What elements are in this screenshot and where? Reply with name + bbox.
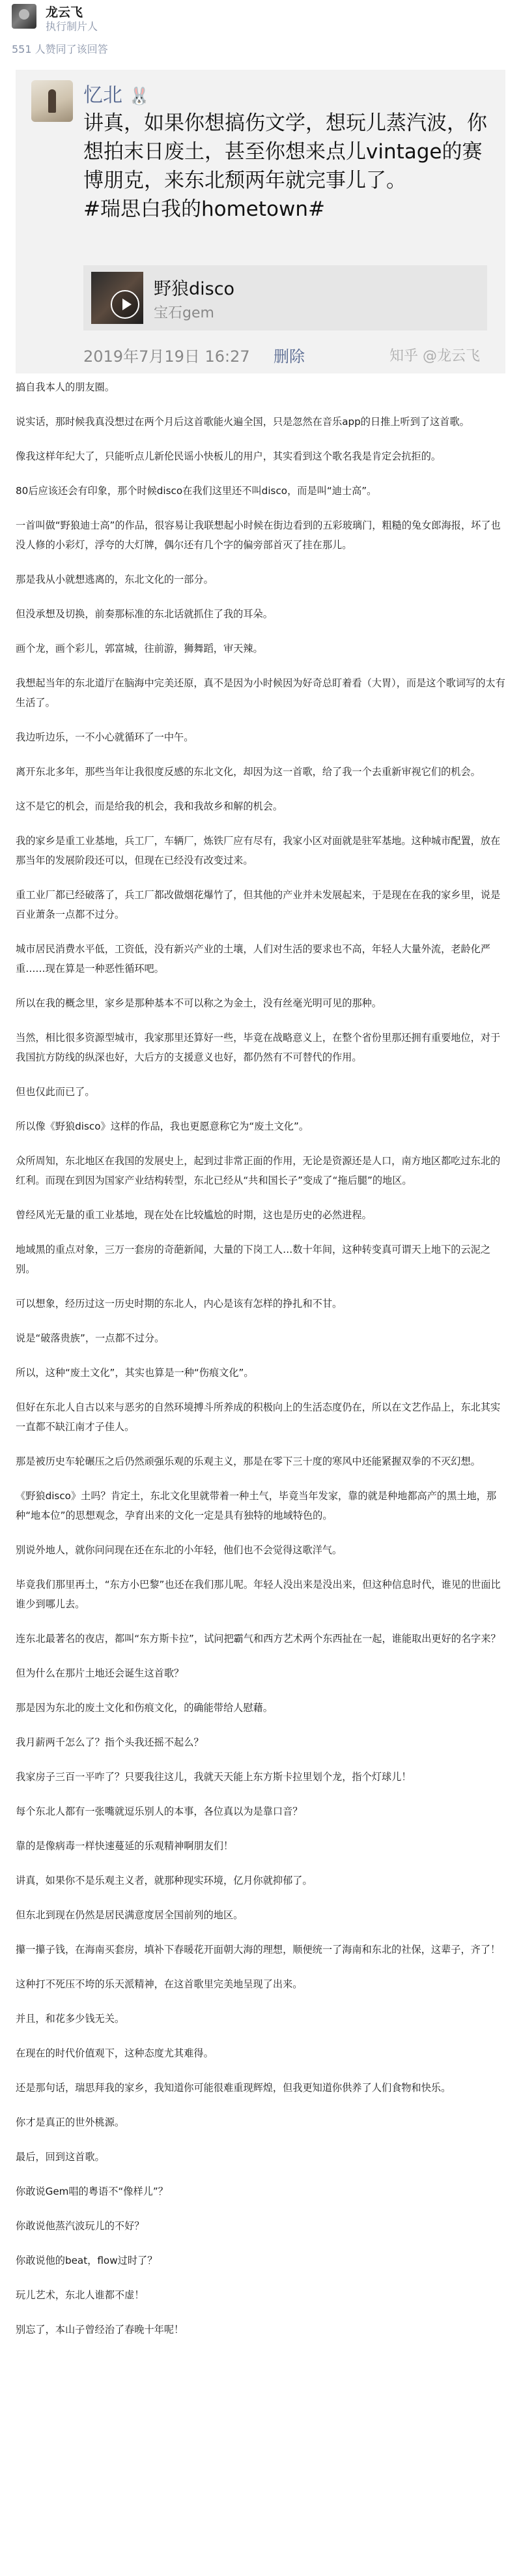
answer-paragraph: 当然，相比很多资源型城市，我家那里还算好一些，毕竟在战略意义上，在整个省份里那还拥有重要地位，对于我国抗方防线的纵深也好，大后方的支援意义也好，都仍然有不可替代的作用。 <box>16 1032 501 1063</box>
answer-paragraph: 重工业厂都已经破落了，兵工厂都改做烟花爆竹了，但其他的产业并未发展起来，于是现在在我的家乡里，说是百业萧条一点都不过分。 <box>16 889 501 920</box>
moments-post-body: 讲真，如果你想搞伤文学，想玩儿蒸汽波，你想拍末日废土，甚至你想来点儿vintage的赛博朋克，来东北颓两年就完事儿了。 <box>83 111 487 192</box>
answer-paragraph: 我月薪两千怎么了？指个头我还摇不起么？ <box>16 1736 204 1748</box>
answer-paragraph: 这不是它的机会，而是给我的机会，我和我故乡和解的机会。 <box>16 800 283 812</box>
answer-paragraph: 那是我从小就想逃离的，东北文化的一部分。 <box>16 574 214 585</box>
answer-paragraph: 所以在我的概念里，家乡是那种基本不可以称之为金土，没有丝毫光明可见的那种。 <box>16 997 382 1009</box>
answer-paragraph: 但没承想及切换，前奏那标准的东北话就抓住了我的耳朵。 <box>16 608 273 620</box>
author-name[interactable]: 龙云飞 <box>46 5 83 20</box>
answer-paragraph: 你敢说Gem唱的粤语不“像样儿”？ <box>16 2186 168 2197</box>
moments-avatar <box>31 80 73 122</box>
moments-username-text: 忆北 <box>83 84 122 107</box>
answer-paragraph: 攥一攥子钱，在海南买套房，填补下春暖花开面朝大海的理想，顺便统一了海南和东北的社保，这辈子，齐了！ <box>16 1944 501 1955</box>
rabbit-emoji-icon: 🐰 <box>128 87 150 106</box>
answer-paragraph: 这种打不死压不垮的乐天派精神，在这首歌里完美地呈现了出来。 <box>16 1978 303 1990</box>
answer-paragraph: 在现在的时代价值观下，这种态度尤其难得。 <box>16 2047 214 2059</box>
answer-paragraph: 我边听边乐，一不小心就循环了一中午。 <box>16 731 194 743</box>
answer-paragraph: 你敢说他蒸汽波玩儿的不好？ <box>16 2220 145 2232</box>
answer-paragraph: 连东北最著名的夜店，都叫“东方斯卡拉”，试问把霸气和西方艺术两个东西扯在一起，谁能取出更好的名字来？ <box>16 1633 501 1645</box>
answer-paragraph: 但好在东北人自古以来与恶劣的自然环境搏斗所养成的积极向上的生活态度仍在，所以在文艺作品上，东北其实一直都不缺江南才子佳人。 <box>16 1401 501 1433</box>
answer-paragraph: 所以像《野狼disco》这样的作品，我也更愿意称它为“废土文化”。 <box>16 1120 309 1132</box>
upvote-count[interactable]: 551 人赞同了该回答 <box>12 43 108 55</box>
answer-paragraph: 讲真，如果你不是乐观主义者，就那种现实环境，亿月你就抑郁了。 <box>16 1875 313 1886</box>
answer-paragraph: 毕竟我们那里再土，“东方小巴黎”也还在我们那儿呢。年轻人没出来是没出来，但这种信息时代，谁见的世面比谁少到哪儿去。 <box>16 1579 501 1610</box>
answer-paragraph: 但也仅此而已了。 <box>16 1086 95 1098</box>
answer-paragraph: 你才是真正的世外桃源。 <box>16 2116 125 2128</box>
answer-paragraph: 搞自我本人的朋友圈。 <box>16 381 115 393</box>
answer-paragraph: 最后，回到这首歌。 <box>16 2151 105 2163</box>
play-icon[interactable] <box>111 290 139 319</box>
answer-paragraph: 靠的是像病毒一样快速蔓延的乐观精神啊朋友们！ <box>16 1840 234 1852</box>
answer-paragraph: 城市居民消费水平低，工资低，没有新兴产业的土壤，人们对生活的要求也不高，年轻人大量外流，老龄化严重……现在算是一种恶性循环吧。 <box>16 943 490 974</box>
zhihu-watermark: 知乎 @龙云飞 <box>389 348 480 364</box>
answer-paragraph: 说实话，那时候我真没想过在两个月后这首歌能火遍全国，只是忽然在音乐app的日推上听到了这首歌。 <box>16 416 470 428</box>
answer-paragraph: 但东北到现在仍然是居民满意度居全国前列的地区。 <box>16 1909 244 1921</box>
answer-paragraph: 那是因为东北的废土文化和伤痕文化，的确能带给人慰藉。 <box>16 1702 273 1714</box>
answer-paragraph: 我家房子三百一平咋了？只要我往这儿，我就天天能上东方斯卡拉里划个龙，指个灯球儿！ <box>16 1771 412 1783</box>
moments-screenshot <box>16 70 505 373</box>
moments-post-text <box>83 109 500 224</box>
moments-username <box>83 79 150 108</box>
music-title: 野狼disco <box>154 279 235 299</box>
author-bio: 执行制片人 <box>46 20 98 33</box>
answer-paragraph: 曾经风光无量的重工业基地，现在处在比较尴尬的时期，这也是历史的必然进程。 <box>16 1209 372 1221</box>
answer-paragraph: 还是那句话，瑞思拜我的家乡，我知道你可能很难重现辉煌，但我更知道你供养了人们食物和快乐。 <box>16 2082 451 2094</box>
answer-paragraph: 画个龙，画个彩儿，郭富城，往前游，狮舞蹈，审天辣。 <box>16 643 263 654</box>
answer-paragraph: 玩儿艺术，东北人谁都不虚！ <box>16 2289 145 2301</box>
answer-paragraph: 我想起当年的东北道厅在脑海中完美还原，真不是因为小时候因为好奇总盯着看（大胃），而是这个歌词写的太有生活了。 <box>16 677 505 709</box>
music-share-widget[interactable] <box>83 265 487 330</box>
answer-paragraph: 那是被历史车轮碾压之后仍然顽强乐观的乐观主义，那是在零下三十度的寒风中还能紧握双拳的不灭幻想。 <box>16 1456 481 1467</box>
moments-hashtag: #瑞思白我的hometown# <box>83 198 325 221</box>
answer-paragraph: 说是“破落贵族”，一点都不过分。 <box>16 1332 165 1344</box>
answer-paragraph: 所以，这种“废土文化”，其实也算是一种“伤痕文化”。 <box>16 1367 254 1379</box>
answer-paragraph: 80后应该还会有印象，那个时候disco在我们这里还不叫disco，而是叫“迪士高”。 <box>16 485 377 497</box>
answer-paragraph: 但为什么在那片土地还会诞生这首歌？ <box>16 1667 184 1679</box>
album-cover <box>91 272 143 324</box>
delete-link[interactable]: 删除 <box>274 347 305 366</box>
answer-paragraph: 《野狼disco》土吗？肯定土，东北文化里就带着一种土气，毕竟当年发家，靠的就是种地都高产的黑土地，那种“地本位”的思想观念，孕育出来的文化一定是具有独特的地域特色的。 <box>16 1490 497 1521</box>
avatar[interactable] <box>12 4 36 29</box>
answer-paragraph: 你敢说他的beat，flow过时了？ <box>16 2255 158 2266</box>
answer-paragraph: 别说外地人，就你问问现在还在东北的小年轻，他们也不会觉得这歌洋气。 <box>16 1544 343 1556</box>
moments-footer-row <box>83 344 500 366</box>
answer-paragraph: 可以想象，经历过这一历史时期的东北人，内心是该有怎样的挣扎和不甘。 <box>16 1298 343 1310</box>
music-artist: 宝石gem <box>154 305 214 321</box>
answer-paragraph: 我的家乡是重工业基地，兵工厂，车辆厂，炼铁厂应有尽有，我家小区对面就是驻军基地。这种城市配置，放在那当年的发展阶段还可以，但现在已经没有改变过来。 <box>16 835 501 866</box>
answer-paragraph: 像我这样年纪大了，只能听点儿新伦民谣小快板儿的用户，其实看到这个歌名我是肯定会抗拒的。 <box>16 450 442 462</box>
answer-paragraph: 地域黑的重点对象，三万一套房的奇葩新闻，大量的下岗工人…数十年间，这种转变真可谓天上地下的云泥之别。 <box>16 1244 490 1275</box>
author-header <box>0 0 521 64</box>
post-date: 2019年7月19日 16:27 <box>83 347 250 366</box>
answer-paragraph: 并且，和花多少钱无关。 <box>16 2013 125 2025</box>
answer-paragraph: 别忘了，本山子曾经治了春晚十年呢！ <box>16 2324 184 2335</box>
answer-paragraph: 众所周知，东北地区在我国的发展史上，起到过非常正面的作用，无论是资源还是人口，南方地区都吃过东北的红利。而现在到因为国家产业结构转型，东北已经从“共和国长子”变成了“拖后腿”的地区。 <box>16 1155 501 1186</box>
answer-paragraph: 离开东北多年，那些当年让我很度反感的东北文化，却因为这一首歌，给了我一个去重新审视它们的机会。 <box>16 766 481 778</box>
answer-paragraph: 每个东北人都有一张嘴就逗乐别人的本事，各位真以为是靠口音？ <box>16 1806 303 1817</box>
answer-paragraph: 一首叫做“野狼迪士高”的作品，很容易让我联想起小时候在街边看到的五彩玻璃门，粗糙的兔女郎海报，坏了也没人修的小彩灯，浮夸的大灯牌，偶尔还有几个字的偏旁部首灭了挂在那儿。 <box>16 520 501 551</box>
